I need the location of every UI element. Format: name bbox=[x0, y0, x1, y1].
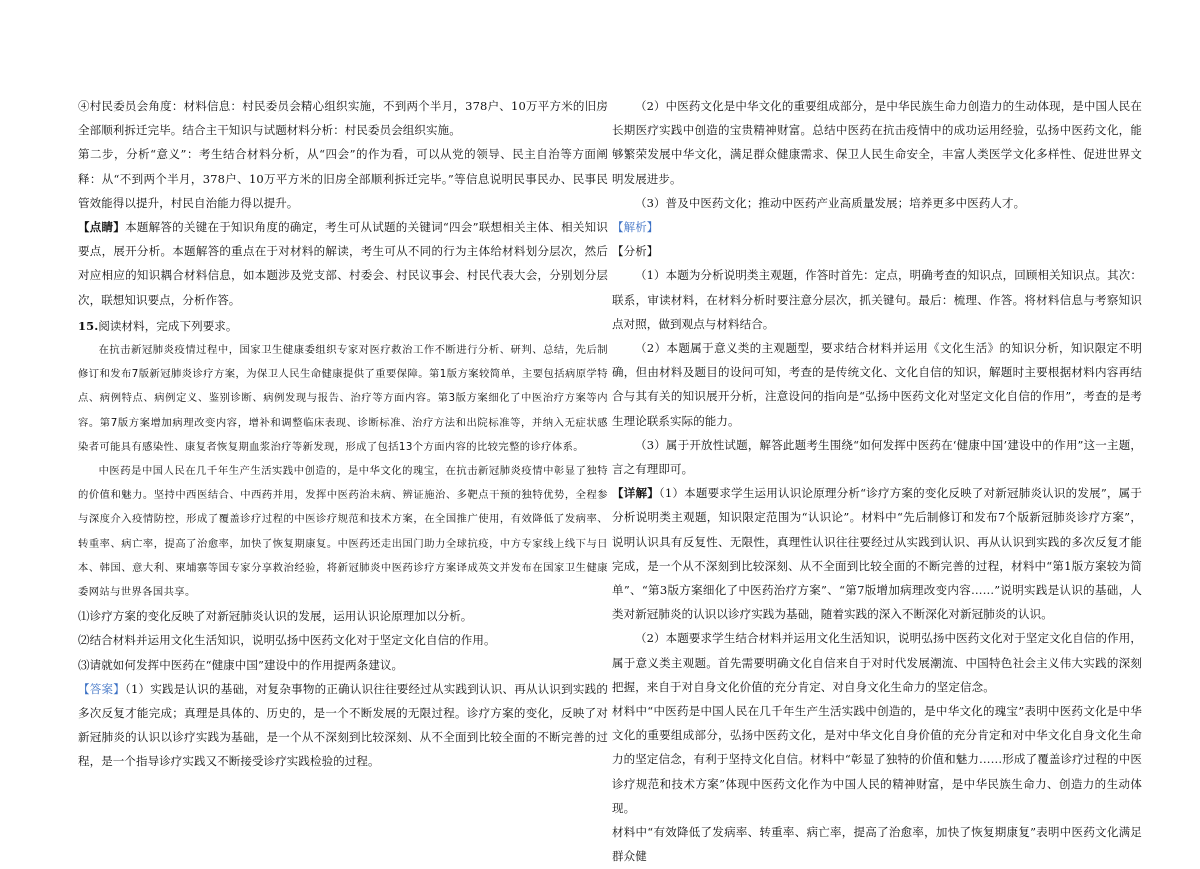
xiangjie-text-1: （1）本题要求学生运用认识论原理分析“诊疗方案的变化反映了对新冠肺炎认识的发展”，属于分析说明类主观题，知识限定范围为“认识论”。材料中“先后制修订和发布7个版新冠肺炎诊疗方案”，说明认识具有反复性、无限性，真理性认识往往要经过从实践到认识、再从认识到实践的多次反复才能完成，是一个从不深刻到比较深刻、从不全面到比较全面的不断完善的过程，材料中“第1版方案较为简单”、“第3版方案细化了中医药治疗方案”、“第7版增加病理改变内容……”说明实践是认识的基础，人类对新冠肺炎的认识以诊疗实践为基础，随着实践的深入不断深化对新冠肺炎的认识。 bbox=[612, 486, 1142, 622]
step-two-paragraph: 第二步，分析“意义”：考生结合材料分析，从“四会”的作为看，可以从党的领导、民主自治等方面阐释：从“不到两个半月，378户、10万平方米的旧房全部顺利拆迁完毕。”等信息说明民事民办、民事民管效能得以提升，村民自治能力得以提升。 bbox=[78, 147, 608, 210]
tips-tag: 【点睛】 bbox=[78, 220, 126, 235]
xiangjie-paragraph-2: （2）本题要求学生结合材料并运用文化生活知识，说明弘扬中医药文化对于坚定文化自信的作用，属于意义类主观题。首先需要明确文化自信来自于对时代发展潮流、中国特色社会主义伟大实践的深刻把握，来自于对自身文化价值的充分肯定、对自身文化生命力的坚定信念。 bbox=[612, 631, 1142, 694]
analysis-tag-line bbox=[612, 215, 1142, 239]
tips-paragraph bbox=[78, 215, 608, 312]
question-15 bbox=[78, 314, 608, 338]
xiangjie-paragraph-4: 材料中“有效降低了发病率、转重率、病亡率，提高了治愈率，加快了恢复期康复”表明中医药文化满足群众健 bbox=[612, 825, 1142, 864]
answer-paragraph-3: （3）普及中医药文化；推动中医药产业高质量发展；培养更多中医药人才。 bbox=[635, 195, 1026, 210]
answer-paragraph-2: （2）中医药文化是中华文化的重要组成部分，是中华民族生命力创造力的生动体现，是中国人民在长期医疗实践中创造的宝贵精神财富。总结中医药在抗击疫情中的成功运用经验，弘扬中医药文化，能够繁荣发展中华文化，满足群众健康需求、保卫人民生命安全，丰富人类医学文化多样性、促进世界文明发展进步。 bbox=[612, 99, 1142, 186]
tips-text: 本题解答的关键在于知识角度的确定，考生可从试题的关键词“四会”联想相关主体、相关知识要点，展开分析。本题解答的重点在于对材料的解读，考生可从不同的行为主体给材料划分层次，然后对应相应的知识耦合材料信息，如本题涉及党支部、村委会、村民议事会、村民代表大会，分别划分层次，联想知识要点，分析作答。 bbox=[78, 220, 609, 307]
question-number: 15. bbox=[78, 318, 99, 333]
left-column bbox=[78, 94, 608, 774]
fenxi-paragraph-1: （1）本题为分析说明类主观题，作答时首先：定点，明确考查的知识点，回顾相关知识点。其次：联系，审读材料，在材料分析时要注意分层次，抓关键句。最后：梳理、作答。将材料信息与考察知识点对照，做到观点与材料结合。 bbox=[612, 268, 1142, 331]
xiangjie-paragraph-3: 材料中“中医药是中国人民在几千年生产生活实践中创造的，是中华文化的瑰宝”表明中医药文化是中华文化的重要组成部分，弘扬中医药文化，是对中华文化自身价值的充分肯定和对中华文化自身文化生命力的坚定信念，有利于坚持文化自信。材料中“彰显了独特的价值和魅力……形成了覆盖诊疗过程的中医诊疗规范和技术方案”体现中医药文化作为中国人民的精神财富，是中华民族生命力、创造力的生动体现。 bbox=[612, 704, 1142, 815]
fenxi-paragraph-3: （3）属于开放性试题，解答此题考生围绕“如何发挥中医药在‘健康中国’建设中的作用”这一主题，言之有理即可。 bbox=[612, 437, 1142, 477]
xiangjie-paragraph-1 bbox=[612, 481, 1142, 626]
sub-question-1: ⑴诊疗方案的变化反映了对新冠肺炎认识的发展，运用认识论原理加以分析。 bbox=[78, 609, 473, 624]
answer-paragraph-1 bbox=[78, 677, 608, 774]
xiangjie-tag: 【详解】 bbox=[612, 486, 659, 501]
fenxi-paragraph-2: （2）本题属于意义类的主观题型，要求结合材料并运用《文化生活》的知识分析，知识限定不明确，但由材料及题目的设问可知，考查的是传统文化、文化自信的知识，解题时主要根据材料内容再结合与其有关的知识展开分析，注意设问的指向是“弘扬中医药文化对坚定文化自信的作用”，考查的是考生理论联系实际的能力。 bbox=[612, 341, 1142, 428]
answer-tag: 【答案】 bbox=[78, 681, 125, 696]
sub-question-3: ⑶请就如何发挥中医药在“健康中国”建设中的作用提两条建议。 bbox=[78, 657, 404, 672]
question-prompt: 阅读材料，完成下列要求。 bbox=[98, 318, 238, 333]
fenxi-tag-line bbox=[612, 239, 1142, 263]
material-paragraph-1: 在抗击新冠肺炎疫情过程中，国家卫生健康委组织专家对医疗救治工作不断进行分析、研判、总结，先后制修订和发布7版新冠肺炎诊疗方案，为保卫人民生命健康提供了重要保障。第1版方案较简单，主要包括病原学特点、病例特点、病例定义、鉴别诊断、病例发现与报告、治疗等方面内容。第3版方案细化了中医治疗方案等内容。第7版方案增加病理改变内容，增补和调整临床表现、诊断标准、治疗方法和出院标准等，并纳入无症状感染者可能具有感染性、康复者恢复期血浆治疗等新发现，形成了包括13个方面内容的比较完整的诊疗体系。 bbox=[78, 344, 608, 453]
answer-text-1: （1）实践是认识的基础，对复杂事物的正确认识往往要经过从实践到认识、再从认识到实践的多次反复才能完成；真理是具体的、历史的，是一个不断发展的无限过程。诊疗方案的变化，反映了对新冠肺炎的认识以诊疗实践为基础，是一个从不深刻到比较深刻、从不全面到比较全面的不断完善的过程，是一个指导诊疗实践又不断接受诊疗实践检验的过程。 bbox=[78, 681, 608, 769]
fenxi-tag: 【分析】 bbox=[612, 244, 659, 259]
analysis-tag: 【解析】 bbox=[612, 220, 659, 235]
village-committee-paragraph: ④村民委员会角度：材料信息：村民委员会精心组织实施，不到两个半月，378户、10万平方米的旧房全部顺利拆迁完毕。结合主干知识与试题材料分析：村民委员会组织实施。 bbox=[78, 99, 608, 138]
right-column bbox=[612, 94, 1142, 869]
sub-question-2: ⑵结合材料并运用文化生活知识，说明弘扬中医药文化对于坚定文化自信的作用。 bbox=[78, 633, 496, 648]
material-paragraph-2: 中医药是中国人民在几千年生产生活实践中创造的，是中华文化的瑰宝，在抗击新冠肺炎疫情中彰显了独特的价值和魅力。坚持中西医结合、中西药并用，发挥中医药治未病、辨证施治、多靶点干预的独特优势，全程参与深度介入疫情防控，形成了覆盖诊疗过程的中医诊疗规范和技术方案，在全国推广使用，有效降低了发病率、转重率、病亡率，提高了治愈率，加快了恢复期康复。中医药还走出国门助力全球抗疫，中方专家线上线下与日本、韩国、意大利、柬埔寨等国专家分享救治经验，将新冠肺炎中医药诊疗方案译成英文并发布在国家卫生健康委网站与世界各国共享。 bbox=[78, 465, 608, 599]
